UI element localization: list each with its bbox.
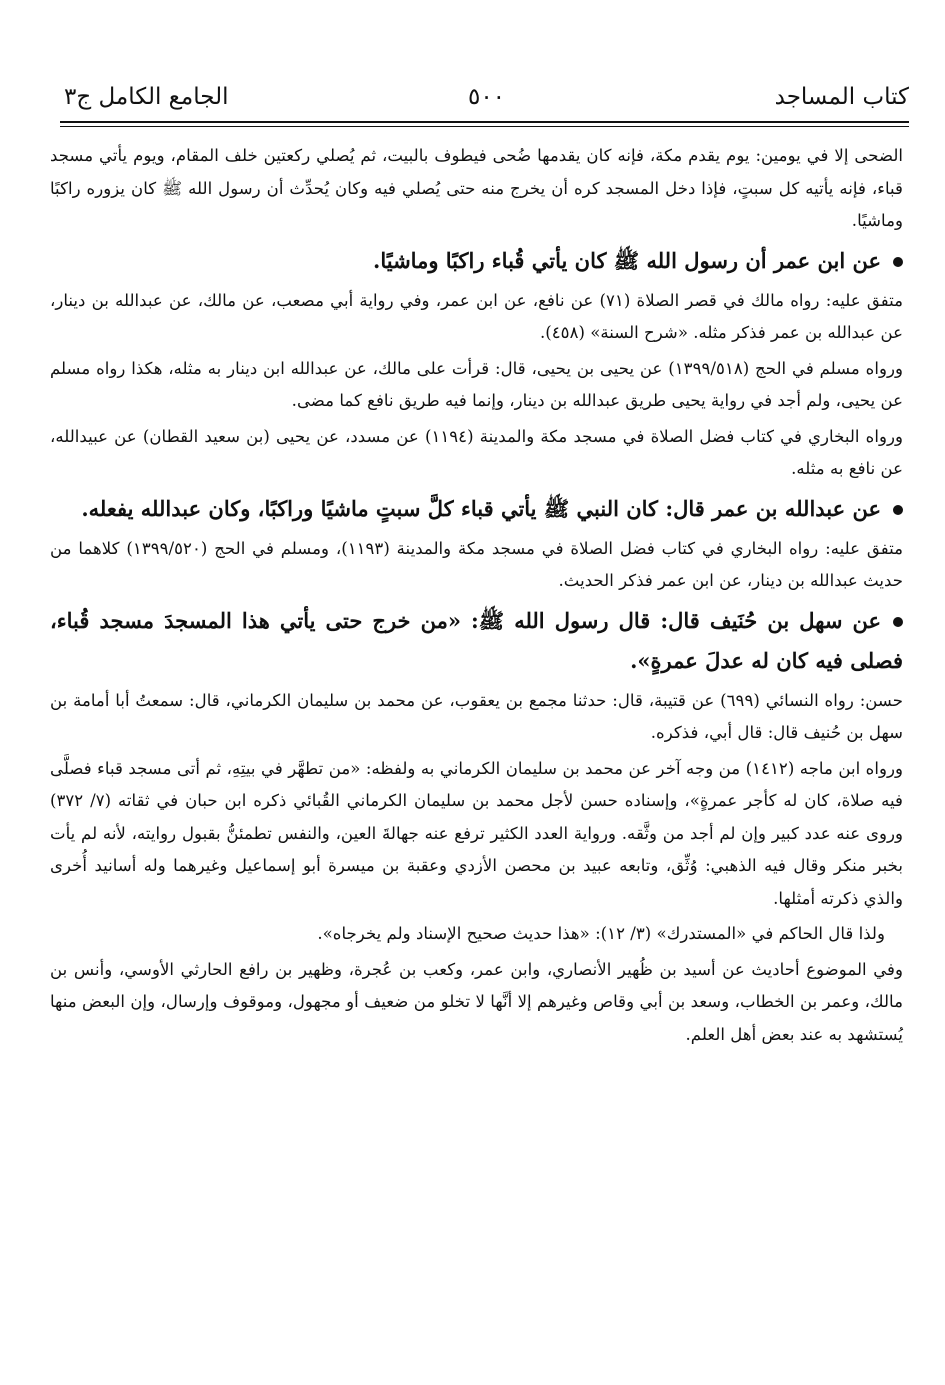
header-rule-thin [60, 126, 909, 127]
paragraph: ولذا قال الحاكم في «المستدرك» (٣/ ١٢): «هذا حديث صحيح الإسناد ولم يخرجاه». [317, 924, 885, 943]
paragraph: متفق عليه: رواه البخاري في كتاب فضل الصلاة في مسجد مكة والمدينة (١١٩٣)، ومسلم في الحج (١٣٩٩/٥٢٠) كلاهما من حديث عبدالله بن دينار، عن ابن عمر فذكر الحديث. [50, 538, 904, 590]
page-body [50, 140, 903, 1054]
hadith-body: عن عبدالله بن عمر قال: كان النبي ﷺ يأتي قباء كلَّ سبتٍ ماشيًا وراكبًا، وكان عبدالله يفعله. [81, 495, 881, 521]
paragraph: ورواه ابن ماجه (١٤١٢) من وجه آخر عن محمد بن سليمان الكرماني به ولفظه: «من تطهَّر في بيتِهِ، ثم أتى مسجد قباء فصلَّى فيه صلاة، كان له كأجر عمرةٍ»، وإسناده حسن لأجل محمد بن سليمان الكرماني القُبائي ذكره ابن حبان في ثقاته (٧/ ٣٧٢) وروى عنه عدد كبير وإن لم أجد من وثَّقه. ورواية العدد الكثير ترفع عنه جهالةَ العين، والنفس تطمئنُّ بقبول روايته، لأنه لم يأت بخبر منكر وقال فيه الذهبي: وُثِّق، وتابعه عبيد بن محصن الأزدي وعقبة بن ميسرة أبو إسماعيل وغيرهما وله أسانيد أُخرى والذي ذكرته أمثلها. [50, 758, 904, 908]
paragraph: وفي الموضوع أحاديث عن أسيد بن ظُهير الأنصاري، وابن عمر، وكعب بن عُجرة، وظهير بن رافع الحارثي الأوسي، وأنس بن مالك، وعمر بن الخطاب، وسعد بن أبي وقاص وغيرهم إلا أنَّها لا تخلو من ضعيف أو مجهول، وموقوف وإرسال، وإن البعض منها يُستشهد به عند بعض أهل العلم. [50, 959, 903, 1044]
header-rule-thick [60, 121, 909, 123]
hadith-text [50, 489, 903, 529]
page-header [64, 84, 909, 120]
paragraph: متفق عليه: رواه مالك في قصر الصلاة (٧١) عن نافع، عن ابن عمر، وفي رواية أبي مصعب، عن مالك، عن عبدالله بن دينار، عن عبدالله بن عمر فذكر مثله. «شرح السنة» (٤٥٨). [50, 290, 903, 342]
hadith-body: عن سهل بن حُنَيف قال: قال رسول الله ﷺ: «من خرج حتى يأتي هذا المسجدَ مسجد قُباء، فصلى فيه كان له عدلَ عمرةٍ». [50, 607, 903, 673]
paragraph: ورواه البخاري في كتاب فضل الصلاة في مسجد مكة والمدينة (١١٩٤) عن مسدد، عن يحيى (بن سعيد القطان) عن عبيدالله، عن نافع به مثله. [50, 426, 903, 478]
hadith-text [50, 601, 903, 681]
paragraph: ورواه مسلم في الحج (١٣٩٩/٥١٨) عن يحيى بن يحيى، قال: قرأت على مالك، عن عبدالله ابن دينار به مثله، هكذا رواه مسلم عن يحيى، ولم أجد في رواية يحيى طريق عبدالله بن دينار، وإنما فيه طريق نافع كما مضى. [50, 358, 903, 410]
paragraph: الضحى إلا في يومين: يوم يقدم مكة، فإنه كان يقدمها ضُحى فيطوف بالبيت، ثم يُصلي ركعتين خلف المقام، ويوم يأتي مسجد قباء، فإنه يأتيه كل سبتٍ، فإذا دخل المسجد كره أن يخرج منه حتى يُصلي فيه وكان يُحدِّث أن رسول الله ﷺ كان يزوره راكبًا وماشيًا. [50, 146, 903, 230]
book-title: كتاب المساجد [774, 84, 909, 110]
bullet-icon [893, 617, 903, 627]
volume-title: الجامع الكامل ج٣ [64, 84, 229, 110]
hadith-text [50, 241, 903, 281]
hadith-body: عن ابن عمر أن رسول الله ﷺ كان يأتي قُباء راكبًا وماشيًا. [373, 247, 881, 273]
page-number: ٥٠٠ [467, 84, 506, 110]
bullet-icon [893, 257, 903, 267]
paragraph: حسن: رواه النسائي (٦٩٩) عن قتيبة، قال: حدثنا مجمع بن يعقوب، عن محمد بن سليمان الكرماني، قال: سمعتُ أبا أمامة بن سهل بن حُنيف قال: قال أبي، فذكره. [50, 690, 903, 742]
bullet-icon [893, 505, 903, 515]
